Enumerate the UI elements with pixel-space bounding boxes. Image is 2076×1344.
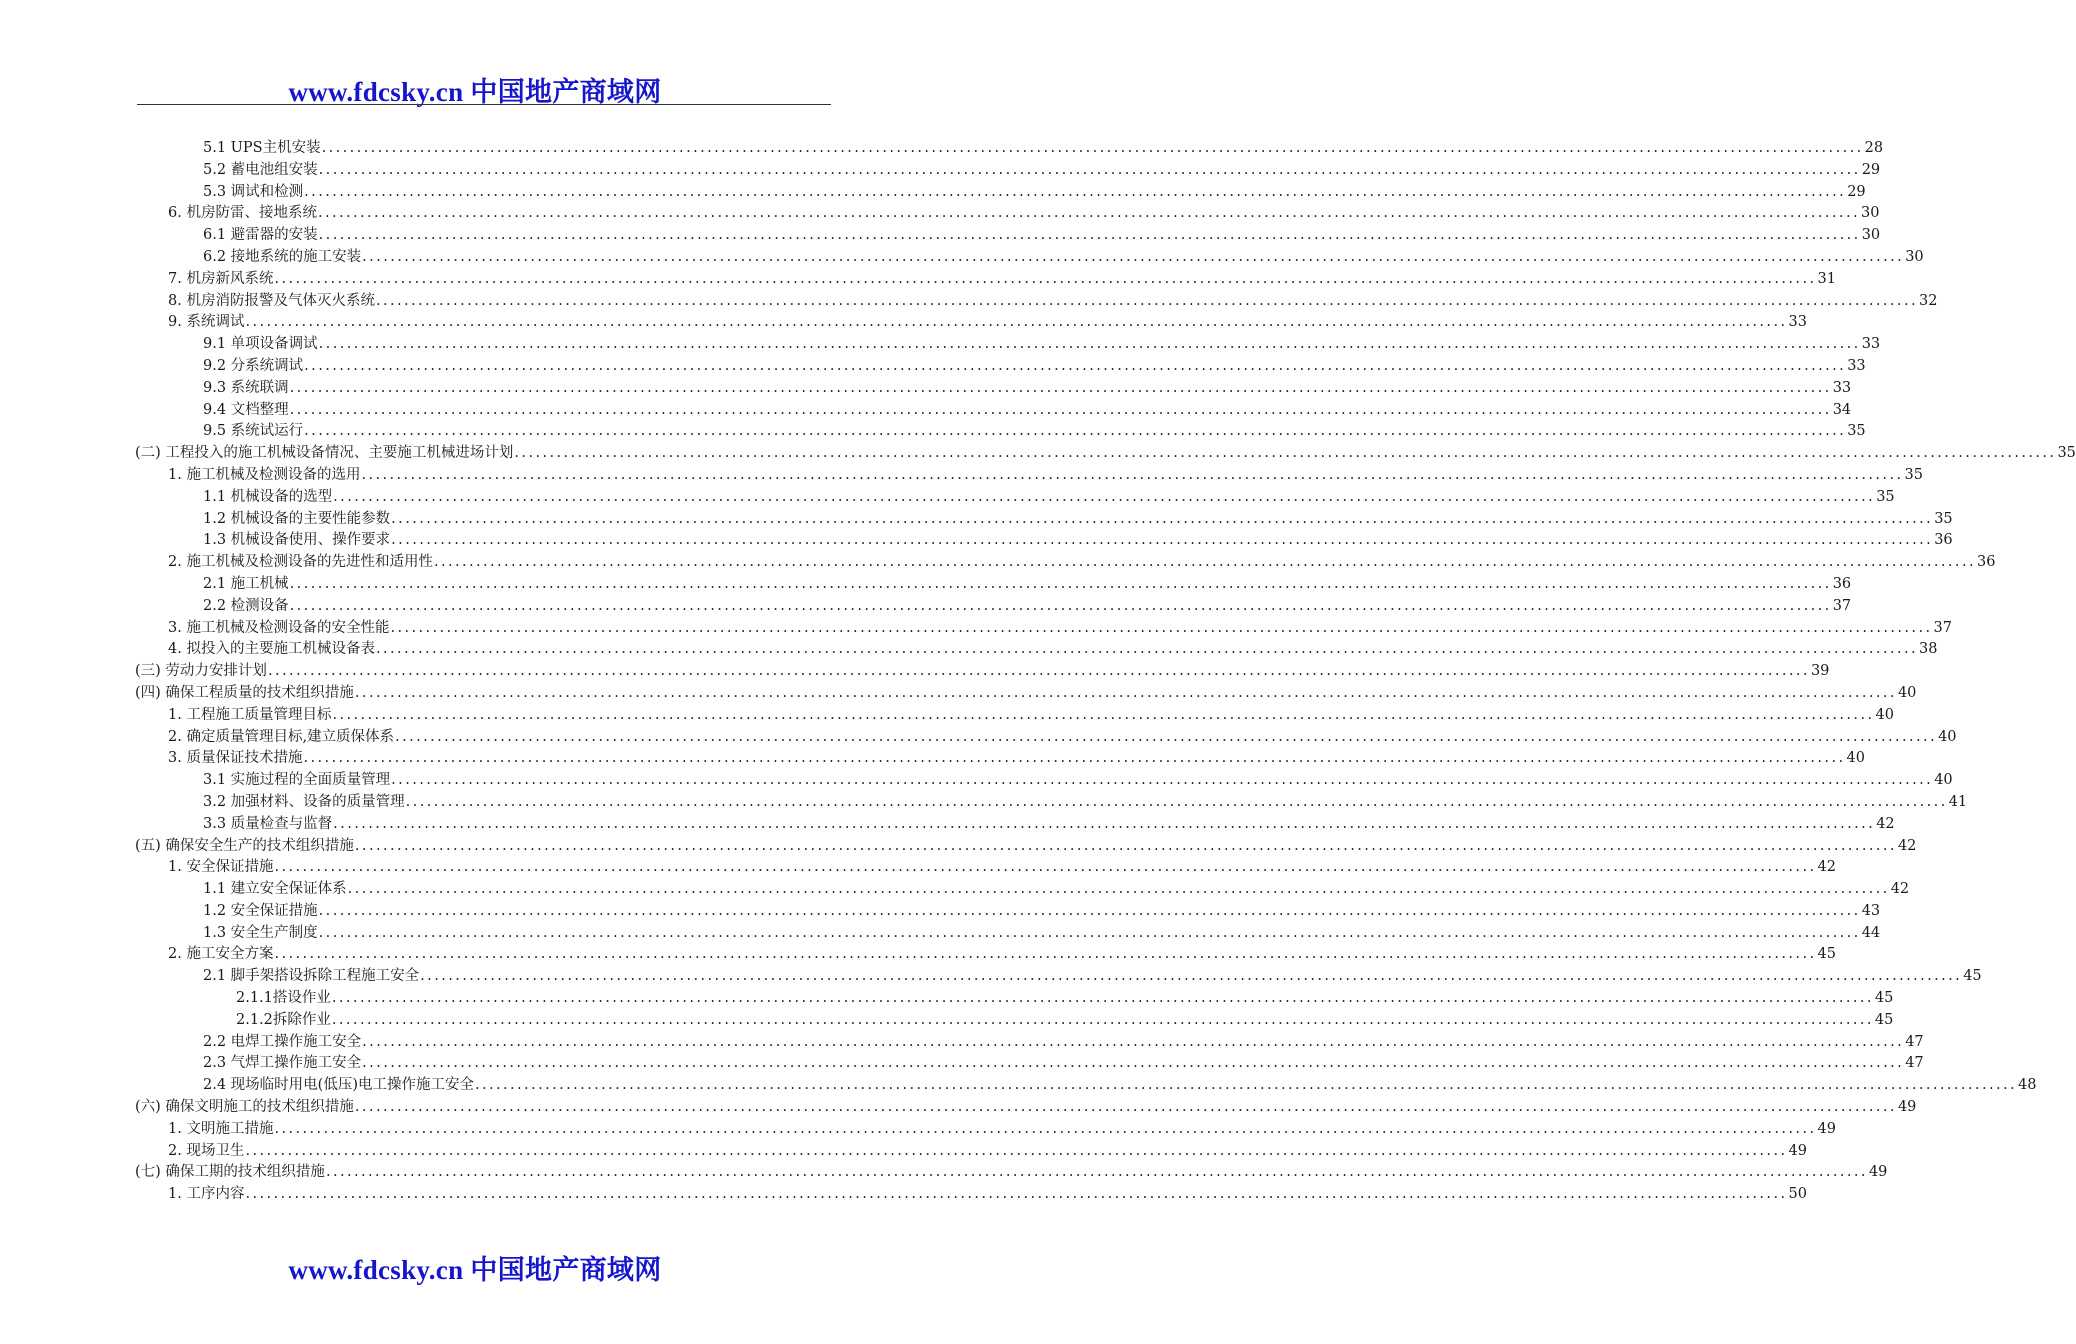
toc-entry-label: 1.1 机械设备的选型 (203, 488, 333, 505)
toc-dot-leader: ............................................................................................................................................................................................................................ (245, 1142, 1788, 1159)
toc-dot-leader: ............................................................................................................................................................................................................................ (318, 227, 1861, 244)
toc-dot-leader: ............................................................................................................................................................................................................................ (245, 314, 1788, 331)
toc-entry-page-number: 33 (1832, 379, 1852, 396)
toc-dot-leader: ............................................................................................................................................................................................................................ (362, 1033, 1905, 1050)
toc-entry-page-number: 39 (1810, 663, 1830, 680)
toc-entry[interactable] (135, 138, 1884, 160)
toc-entry-label: 9.2 分系统调试 (203, 357, 304, 374)
toc-entry[interactable] (135, 574, 1852, 596)
toc-entry[interactable] (135, 530, 1953, 552)
toc-entry-label: 9.4 文档整理 (203, 401, 289, 418)
toc-dot-leader: ............................................................................................................................................................................................................................ (332, 706, 1875, 723)
toc-dot-leader: ............................................................................................................................................................................................................................ (304, 357, 1847, 374)
toc-dot-leader: ............................................................................................................................................................................................................................ (303, 750, 1846, 767)
toc-entry[interactable] (135, 944, 1836, 966)
toc-entry-page-number: 35 (1876, 488, 1895, 505)
toc-entry[interactable] (135, 596, 1852, 618)
toc-dot-leader: ............................................................................................................................................................................................................................ (391, 532, 1934, 549)
toc-entry-label: 6.2 接地系统的施工安装 (203, 248, 362, 265)
toc-entry-page-number: 49 (1788, 1142, 1807, 1159)
toc-entry[interactable] (135, 901, 1881, 923)
toc-entry-page-number: 35 (1904, 466, 1923, 483)
toc-entry[interactable] (135, 443, 2076, 465)
toc-entry-label: 1. 工序内容 (168, 1186, 245, 1203)
toc-entry-page-number: 36 (1976, 554, 1996, 571)
toc-entry-page-number: 31 (1817, 270, 1836, 287)
toc-entry[interactable] (135, 1162, 1888, 1184)
header-divider (137, 104, 831, 105)
toc-entry[interactable] (135, 378, 1852, 400)
toc-entry[interactable] (135, 705, 1894, 727)
toc-entry-label: 6.1 避雷器的安装 (203, 227, 318, 244)
toc-entry-label: 3.1 实施过程的全面质量管理 (203, 772, 391, 789)
toc-entry-label: 4. 拟投入的主要施工机械设备表 (168, 641, 375, 658)
toc-entry-label: 2. 施工安全方案 (168, 946, 274, 963)
toc-entry-label: 6. 机房防雷、接地系统 (168, 205, 317, 222)
toc-entry-page-number: 42 (1817, 859, 1836, 876)
toc-entry-page-number: 38 (1918, 641, 1938, 658)
toc-entry-page-number: 50 (1788, 1186, 1807, 1203)
toc-dot-leader: ............................................................................................................................................................................................................................ (318, 161, 1861, 178)
toc-entry-label: 5.2 蓄电池组安装 (203, 161, 318, 178)
toc-entry-label: (四) 确保工程质量的技术组织措施 (135, 684, 354, 701)
toc-entry[interactable] (135, 160, 1881, 182)
toc-entry[interactable] (135, 269, 1836, 291)
toc-entry-page-number: 40 (1938, 728, 1957, 745)
toc-entry[interactable] (135, 552, 1996, 574)
toc-entry-label: 7. 机房新风系统 (168, 270, 274, 287)
toc-entry-label: 2.3 气焊工操作施工安全 (203, 1055, 362, 1072)
toc-entry-page-number: 42 (1897, 837, 1917, 854)
toc-entry-label: 8. 机房消防报警及气体灭火系统 (168, 292, 375, 309)
toc-dot-leader: ............................................................................................................................................................................................................................ (433, 554, 1976, 571)
toc-dot-leader: ............................................................................................................................................................................................................................ (391, 510, 1934, 527)
toc-dot-leader: ............................................................................................................................................................................................................................ (391, 772, 1934, 789)
toc-dot-leader: ............................................................................................................................................................................................................................ (289, 575, 1832, 592)
toc-entry[interactable] (135, 1032, 1924, 1054)
toc-entry-label: 2.1 脚手架搭设拆除工程施工安全 (203, 968, 420, 985)
toc-entry[interactable] (135, 618, 1952, 640)
toc-entry[interactable] (135, 683, 1917, 705)
toc-dot-leader: ............................................................................................................................................................................................................................ (274, 270, 1817, 287)
page-footer-title: www.fdcsky.cn 中国地产商域网 (288, 1255, 662, 1285)
toc-entry-label: (二) 工程投入的施工机械设备情况、主要施工机械进场计划 (135, 445, 514, 462)
toc-entry[interactable] (135, 1053, 1924, 1075)
toc-entry-label: 3. 质量保证技术措施 (168, 750, 303, 767)
toc-entry-label: 2. 施工机械及检测设备的先进性和适用性 (168, 554, 433, 571)
toc-entry-label: 9.3 系统联调 (203, 379, 289, 396)
toc-entry-page-number: 33 (1861, 336, 1881, 353)
toc-entry[interactable] (135, 770, 1953, 792)
toc-dot-leader: ............................................................................................................................................................................................................................ (354, 837, 1897, 854)
toc-entry-page-number: 35 (1934, 510, 1953, 527)
toc-entry[interactable] (135, 312, 1807, 334)
toc-entry[interactable] (135, 225, 1881, 247)
toc-entry[interactable] (135, 1141, 1807, 1163)
toc-entry-page-number: 28 (1864, 140, 1884, 156)
toc-dot-leader: ............................................................................................................................................................................................................................ (317, 205, 1860, 222)
toc-entry[interactable] (135, 836, 1917, 858)
toc-dot-leader: ............................................................................................................................................................................................................................ (331, 1011, 1874, 1028)
toc-entry[interactable] (135, 247, 1924, 269)
toc-entry[interactable] (135, 1010, 1894, 1032)
toc-entry[interactable] (135, 182, 1866, 204)
toc-dot-leader: ............................................................................................................................................................................................................................ (347, 881, 1890, 898)
toc-entry[interactable] (135, 857, 1836, 879)
toc-entry[interactable] (135, 400, 1852, 422)
toc-entry-label: 1. 安全保证措施 (168, 859, 274, 876)
toc-entry-page-number: 32 (1918, 292, 1938, 309)
toc-entry-label: 9.5 系统试运行 (203, 423, 304, 440)
toc-entry-label: 2. 确定质量管理目标,建立质保体系 (168, 728, 395, 745)
toc-entry[interactable] (135, 727, 1957, 749)
toc-entry-page-number: 36 (1832, 575, 1852, 592)
toc-entry-page-number: 49 (1897, 1099, 1917, 1116)
table-of-contents (135, 138, 2076, 1206)
toc-entry-label: 2. 现场卫生 (168, 1142, 245, 1159)
toc-dot-leader: ............................................................................................................................................................................................................................ (274, 859, 1817, 876)
toc-entry-page-number: 45 (1963, 968, 1982, 985)
toc-entry[interactable] (135, 487, 1895, 509)
toc-dot-leader: ............................................................................................................................................................................................................................ (289, 401, 1832, 418)
toc-entry[interactable] (135, 421, 1866, 443)
toc-entry-page-number: 40 (1897, 684, 1917, 701)
toc-dot-leader: ............................................................................................................................................................................................................................ (375, 641, 1918, 658)
toc-dot-leader: ............................................................................................................................................................................................................................ (395, 728, 1938, 745)
toc-dot-leader: ............................................................................................................................................................................................................................ (362, 248, 1905, 265)
toc-entry-page-number: 35 (2057, 445, 2076, 462)
toc-dot-leader: ............................................................................................................................................................................................................................ (331, 990, 1874, 1007)
toc-entry[interactable] (135, 923, 1881, 945)
toc-entry[interactable] (135, 879, 1910, 901)
toc-entry-page-number: 30 (1905, 248, 1924, 265)
toc-entry[interactable] (135, 334, 1881, 356)
toc-dot-leader: ............................................................................................................................................................................................................................ (361, 466, 1904, 483)
toc-entry[interactable] (135, 988, 1894, 1010)
toc-entry-label: 1. 工程施工质量管理目标 (168, 706, 332, 723)
toc-dot-leader: ............................................................................................................................................................................................................................ (289, 597, 1832, 614)
toc-entry-page-number: 42 (1876, 815, 1895, 832)
toc-dot-leader: ............................................................................................................................................................................................................................ (405, 793, 1948, 810)
toc-entry-label: 3.3 质量检查与监督 (203, 815, 333, 832)
toc-entry[interactable] (135, 966, 1982, 988)
toc-dot-leader: ............................................................................................................................................................................................................................ (289, 379, 1832, 396)
toc-dot-leader: ............................................................................................................................................................................................................................ (274, 1120, 1817, 1137)
toc-dot-leader: ............................................................................................................................................................................................................................ (318, 902, 1861, 919)
toc-dot-leader: ............................................................................................................................................................................................................................ (514, 445, 2057, 462)
toc-entry-page-number: 44 (1861, 924, 1881, 941)
toc-entry-label: 1.1 建立安全保证体系 (203, 881, 347, 898)
toc-dot-leader: ............................................................................................................................................................................................................................ (390, 619, 1933, 636)
toc-entry-label: 3.2 加强材料、设备的质量管理 (203, 793, 405, 810)
toc-entry-page-number: 33 (1788, 314, 1807, 331)
toc-entry[interactable] (135, 661, 1830, 683)
toc-entry[interactable] (135, 291, 1938, 313)
toc-entry-label: 2.2 电焊工操作施工安全 (203, 1033, 362, 1050)
toc-entry-label: 1.2 机械设备的主要性能参数 (203, 510, 391, 527)
toc-entry[interactable] (135, 509, 1953, 531)
toc-entry[interactable] (135, 1097, 1917, 1119)
toc-entry-label: 3. 施工机械及检测设备的安全性能 (168, 619, 390, 636)
toc-entry-label: 5.1 UPS主机安装 (203, 140, 321, 156)
toc-dot-leader: ............................................................................................................................................................................................................................ (333, 815, 1876, 832)
toc-dot-leader: ............................................................................................................................................................................................................................ (474, 1077, 2017, 1094)
toc-entry-page-number: 37 (1933, 619, 1952, 636)
toc-dot-leader: ............................................................................................................................................................................................................................ (245, 1186, 1788, 1203)
toc-entry[interactable] (135, 1119, 1836, 1141)
toc-entry-page-number: 45 (1874, 990, 1894, 1007)
toc-entry-label: 9.1 单项设备调试 (203, 336, 318, 353)
toc-entry[interactable] (135, 1184, 1807, 1206)
toc-dot-leader: ............................................................................................................................................................................................................................ (304, 423, 1847, 440)
toc-entry-page-number: 30 (1861, 227, 1881, 244)
toc-entry-label: 1. 施工机械及检测设备的选用 (168, 466, 361, 483)
toc-dot-leader: ............................................................................................................................................................................................................................ (318, 924, 1861, 941)
toc-entry-page-number: 43 (1861, 902, 1881, 919)
toc-entry-page-number: 45 (1874, 1011, 1894, 1028)
toc-entry-page-number: 40 (1934, 772, 1953, 789)
toc-dot-leader: ............................................................................................................................................................................................................................ (325, 1164, 1868, 1181)
toc-entry-label: (七) 确保工期的技术组织措施 (135, 1164, 325, 1181)
toc-entry-page-number: 37 (1832, 597, 1852, 614)
toc-entry-page-number: 47 (1905, 1033, 1924, 1050)
toc-entry-page-number: 41 (1948, 793, 1968, 810)
toc-entry-page-number: 29 (1861, 161, 1881, 178)
toc-dot-leader: ............................................................................................................................................................................................................................ (318, 336, 1861, 353)
toc-entry-label: 5.3 调试和检测 (203, 183, 304, 200)
toc-entry-label: 2.2 检测设备 (203, 597, 289, 614)
toc-entry-page-number: 42 (1890, 881, 1910, 898)
toc-dot-leader: ............................................................................................................................................................................................................................ (267, 663, 1810, 680)
toc-entry-label: (六) 确保文明施工的技术组织措施 (135, 1099, 354, 1116)
toc-entry[interactable] (135, 203, 1880, 225)
toc-dot-leader: ............................................................................................................................................................................................................................ (321, 140, 1864, 156)
toc-entry-page-number: 33 (1847, 357, 1866, 374)
toc-entry-label: 2.1.2拆除作业 (236, 1011, 331, 1028)
toc-entry-label: 2.4 现场临时用电(低压)电工操作施工安全 (203, 1077, 474, 1094)
toc-dot-leader: ............................................................................................................................................................................................................................ (375, 292, 1918, 309)
toc-dot-leader: ............................................................................................................................................................................................................................ (420, 968, 1963, 985)
toc-entry[interactable] (135, 356, 1866, 378)
toc-entry-label: 1.3 机械设备使用、操作要求 (203, 532, 391, 549)
toc-entry-label: (五) 确保安全生产的技术组织措施 (135, 837, 354, 854)
toc-entry[interactable] (135, 792, 1968, 814)
toc-entry-page-number: 40 (1875, 706, 1894, 723)
toc-dot-leader: ............................................................................................................................................................................................................................ (333, 488, 1876, 505)
toc-dot-leader: ............................................................................................................................................................................................................................ (354, 1099, 1897, 1116)
toc-entry[interactable] (135, 748, 1865, 770)
toc-entry[interactable] (135, 465, 1923, 487)
toc-entry-page-number: 29 (1847, 183, 1866, 200)
toc-entry-page-number: 35 (1847, 423, 1866, 440)
toc-entry-page-number: 30 (1860, 205, 1880, 222)
toc-entry-page-number: 49 (1817, 1120, 1836, 1137)
toc-dot-leader: ............................................................................................................................................................................................................................ (274, 946, 1817, 963)
toc-entry-label: 1.3 安全生产制度 (203, 924, 318, 941)
toc-dot-leader: ............................................................................................................................................................................................................................ (304, 183, 1847, 200)
toc-entry-page-number: 48 (2018, 1077, 2037, 1094)
toc-entry-page-number: 45 (1817, 946, 1836, 963)
toc-entry-page-number: 47 (1905, 1055, 1924, 1072)
toc-dot-leader: ............................................................................................................................................................................................................................ (354, 684, 1897, 701)
toc-entry-label: 1. 文明施工措施 (168, 1120, 274, 1137)
toc-entry-page-number: 36 (1934, 532, 1953, 549)
toc-entry-label: (三) 劳动力安排计划 (135, 663, 267, 680)
page-header-title: www.fdcsky.cn 中国地产商域网 (288, 77, 662, 107)
toc-dot-leader: ............................................................................................................................................................................................................................ (362, 1055, 1905, 1072)
toc-entry-label: 2.1.1搭设作业 (236, 990, 331, 1007)
toc-entry[interactable] (135, 1075, 2037, 1097)
toc-entry-page-number: 34 (1832, 401, 1852, 418)
toc-entry[interactable] (135, 639, 1938, 661)
toc-entry-page-number: 40 (1846, 750, 1865, 767)
toc-entry-label: 1.2 安全保证措施 (203, 902, 318, 919)
toc-entry-label: 9. 系统调试 (168, 314, 245, 331)
toc-entry-page-number: 49 (1868, 1164, 1888, 1181)
toc-entry-label: 2.1 施工机械 (203, 575, 289, 592)
toc-entry[interactable] (135, 814, 1895, 836)
